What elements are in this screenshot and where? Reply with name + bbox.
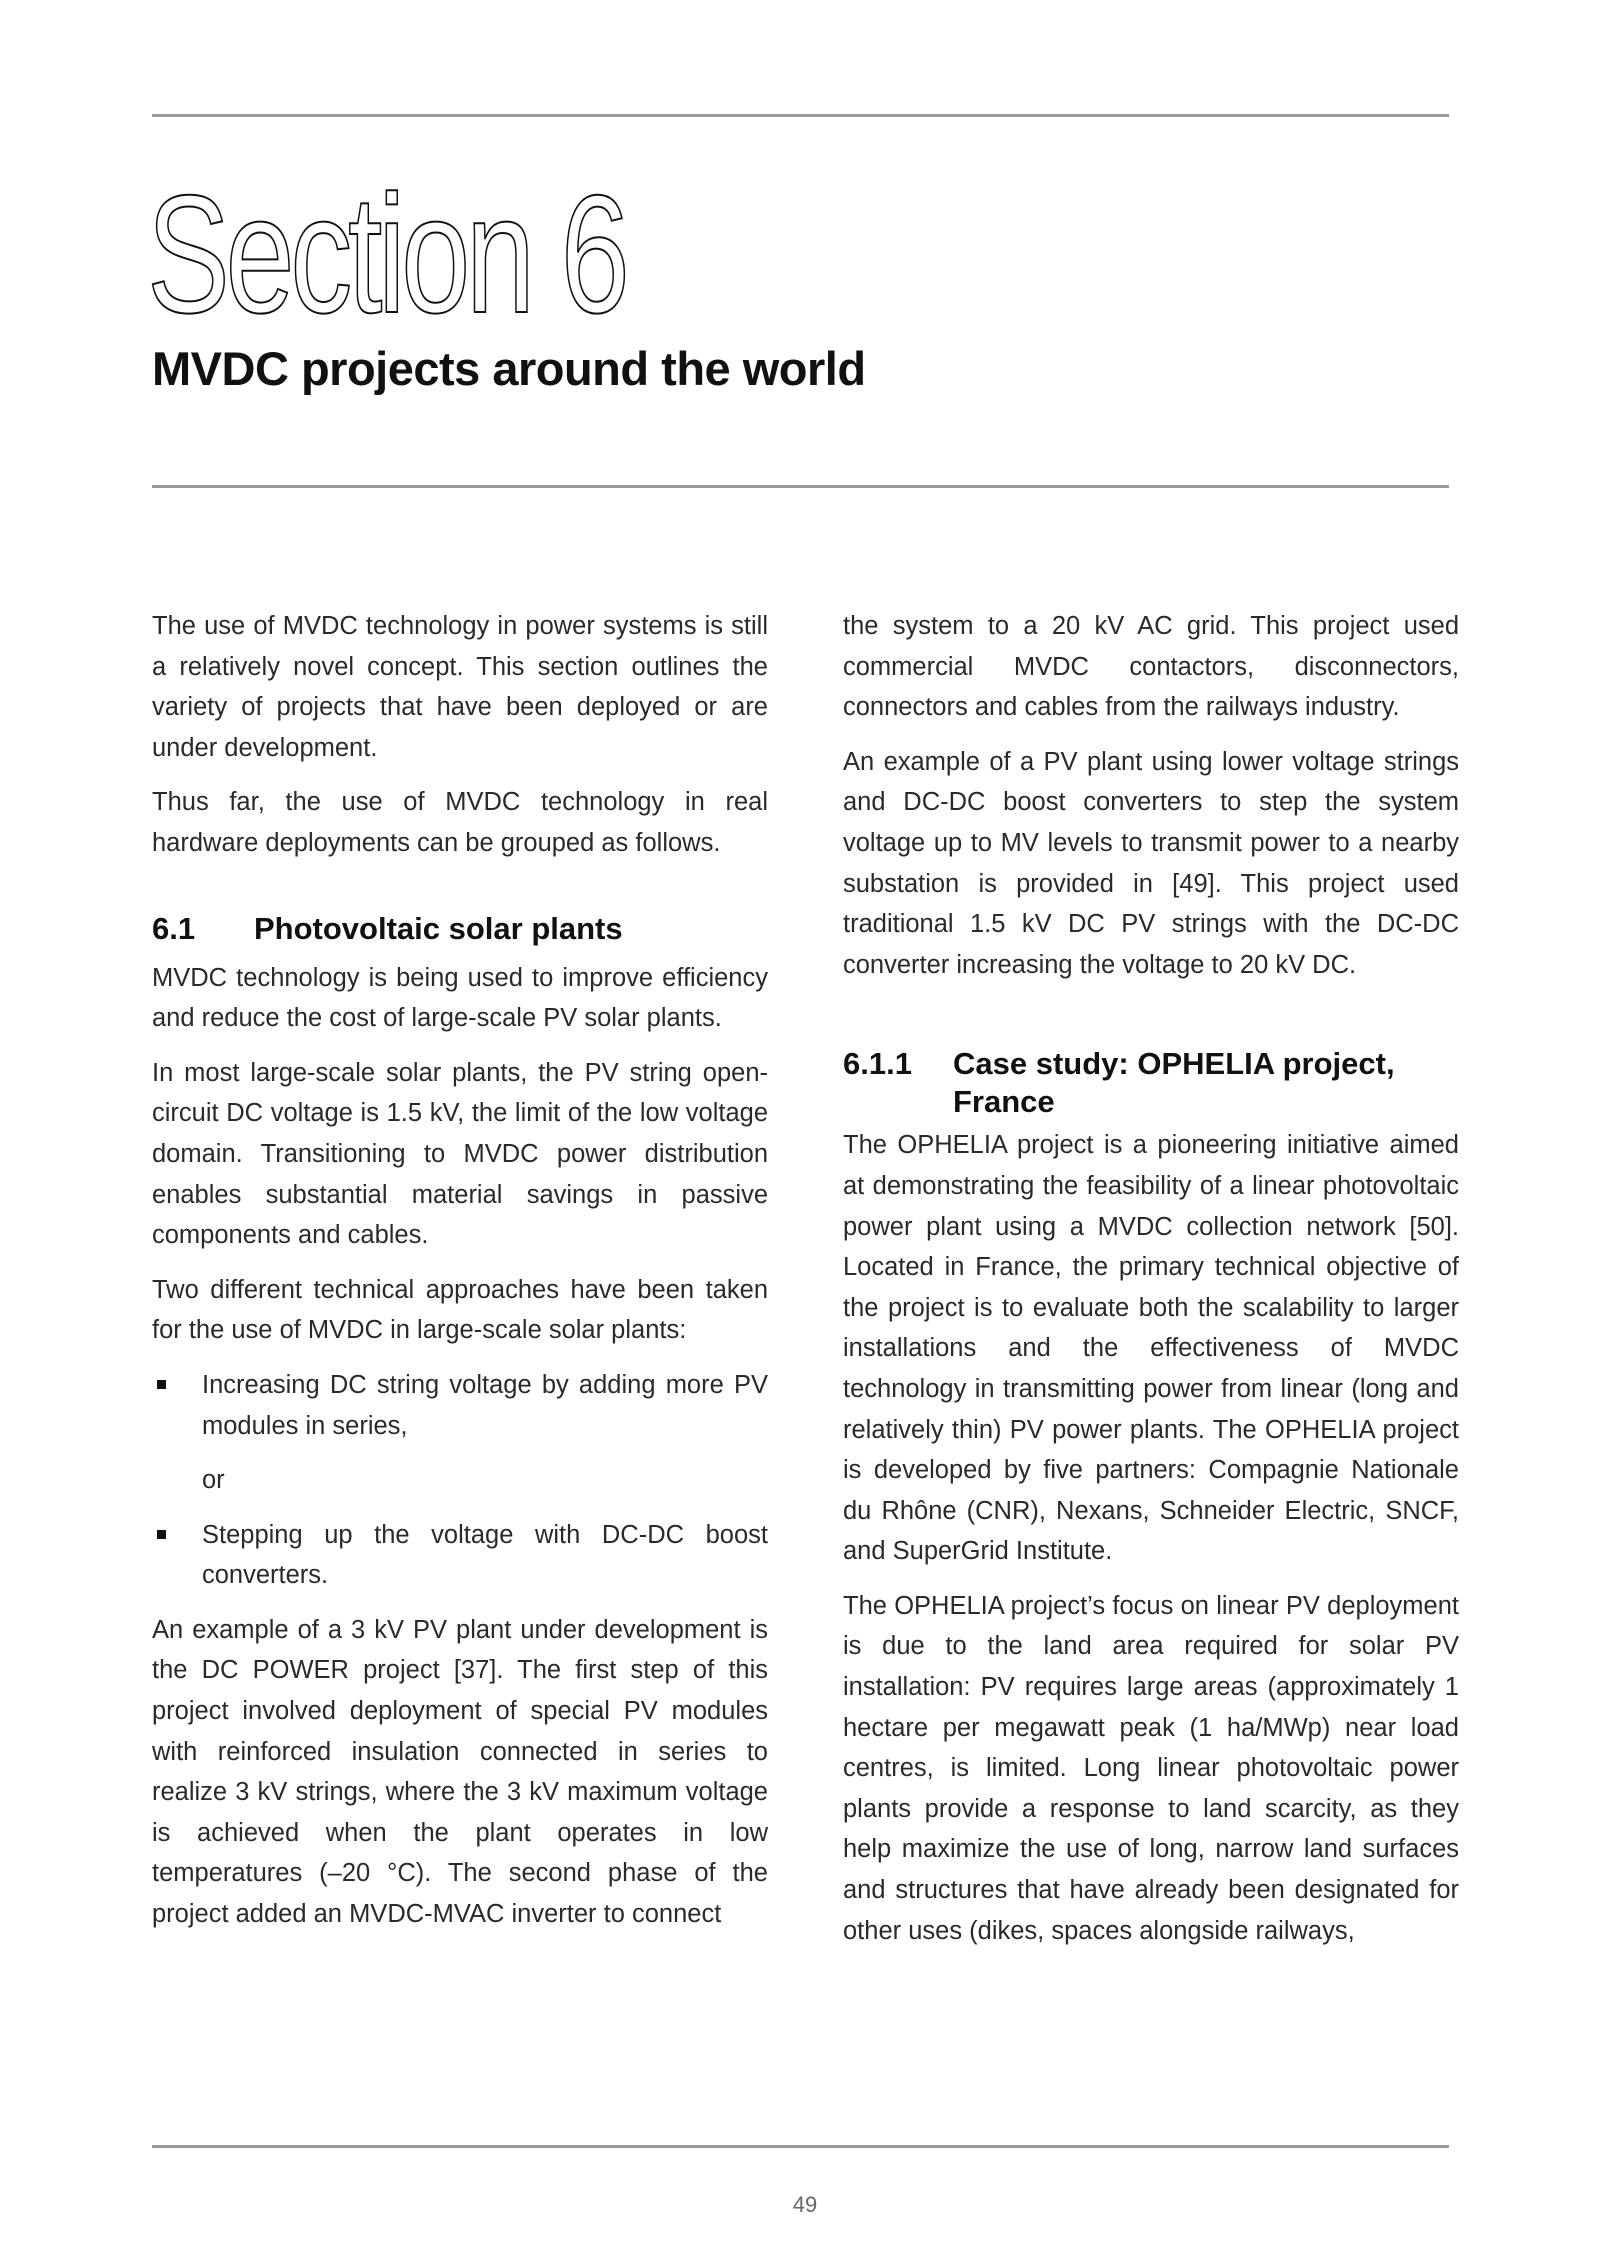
list-item [152, 1515, 768, 1596]
body-paragraph: Two different technical approaches have been taken for the use of MVDC in large-scale solar plants: [152, 1275, 768, 1345]
right-column [843, 606, 1459, 1965]
body-paragraph: An example of a PV plant using lower voltage strings and DC-DC boost converters to step the system voltage up to MV levels to transmit power to a nearby substation is provided in [49]. This project used traditional 1.5 kV DC PV strings with the DC-DC converter increasing the voltage to 20 kV DC. [843, 747, 1459, 979]
body-paragraph: The OPHELIA project’s focus on linear PV deployment is due to the land area required for solar PV installation: PV requires large areas (approximately 1 hectare per megawatt peak (1 ha/MWp) near load centres, is limited. Long linear photovoltaic power plants provide a response to land scarcity, as they help maximize the use of long, narrow land surfaces and structures that have already been designated for other uses (dikes, spaces alongside railways, [843, 1591, 1459, 1945]
heading-title: Case study: OPHELIA project, France [953, 1046, 1395, 1120]
square-bullet-icon [157, 1530, 166, 1539]
heading-6-1-1 [843, 1045, 1459, 1121]
body-paragraph: An example of a 3 kV PV plant under development is the DC POWER project [37]. The first step of this project involved deployment of special PV modules with reinforced insulation connected in series to realize 3 kV strings, where the 3 kV maximum voltage is achieved when the plant operates in low temperatures (–20 °C). The second phase of the project added an MVDC-MVAC inverter to connect [152, 1615, 768, 1929]
square-bullet-icon [157, 1380, 166, 1389]
intro-paragraph: The use of MVDC technology in power systems is still a relatively novel concept. This section outlines the variety of projects that have been deployed or are under development. [152, 612, 768, 762]
heading-number: 6.1 [152, 910, 196, 946]
heading-6-1 [152, 910, 768, 948]
list-item [152, 1365, 768, 1446]
list-item-text: Stepping up the voltage with DC-DC boost converters. [202, 1520, 768, 1590]
top-rule [152, 114, 1449, 117]
footer-rule [152, 2145, 1449, 2148]
body-paragraph: The OPHELIA project is a pioneering initiative aimed at demonstrating the feasibility of a linear photovoltaic power plant using a MVDC collection network [50]. Located in France, the primary technical objective of the project is to evaluate both the scalability to larger installations and the effectiveness of MVDC technology in transmitting power from linear (long and relatively thin) PV power plants. The OPHELIA project is developed by five partners: Compagnie Nationale du Rhône (CNR), Nexans, Schneider Electric, SNCF, and SuperGrid Institute. [843, 1131, 1459, 1566]
body-paragraph: In most large-scale solar plants, the PV string open-circuit DC voltage is 1.5 kV, the limit of the low voltage domain. Transitioning to MVDC power distribution enables substantial material savings in passive components and cables. [152, 1058, 768, 1250]
page-number: 49 [792, 2192, 818, 2217]
header-divider [152, 485, 1449, 488]
approaches-list-continued [152, 1515, 768, 1596]
body-paragraph: MVDC technology is being used to improve efficiency and reduce the cost of large-scale PV solar plants. [152, 963, 768, 1033]
section-title: MVDC projects around the world [152, 342, 866, 395]
or-separator: or [202, 1466, 225, 1495]
section-label: Section 6 [147, 160, 626, 348]
approaches-list [152, 1365, 768, 1446]
intro-paragraph: Thus far, the use of MVDC technology in real hardware deployments can be grouped as follows. [152, 788, 768, 857]
body-paragraph: the system to a 20 kV AC grid. This project used commercial MVDC contactors, disconnectors, connectors and cables from the railways industry. [843, 612, 1459, 722]
heading-number: 6.1.1 [843, 1046, 912, 1082]
left-column [152, 606, 768, 1949]
heading-title: Photovoltaic solar plants [254, 910, 623, 946]
list-item-text: Increasing DC string voltage by adding more PV modules in series, [202, 1370, 768, 1440]
